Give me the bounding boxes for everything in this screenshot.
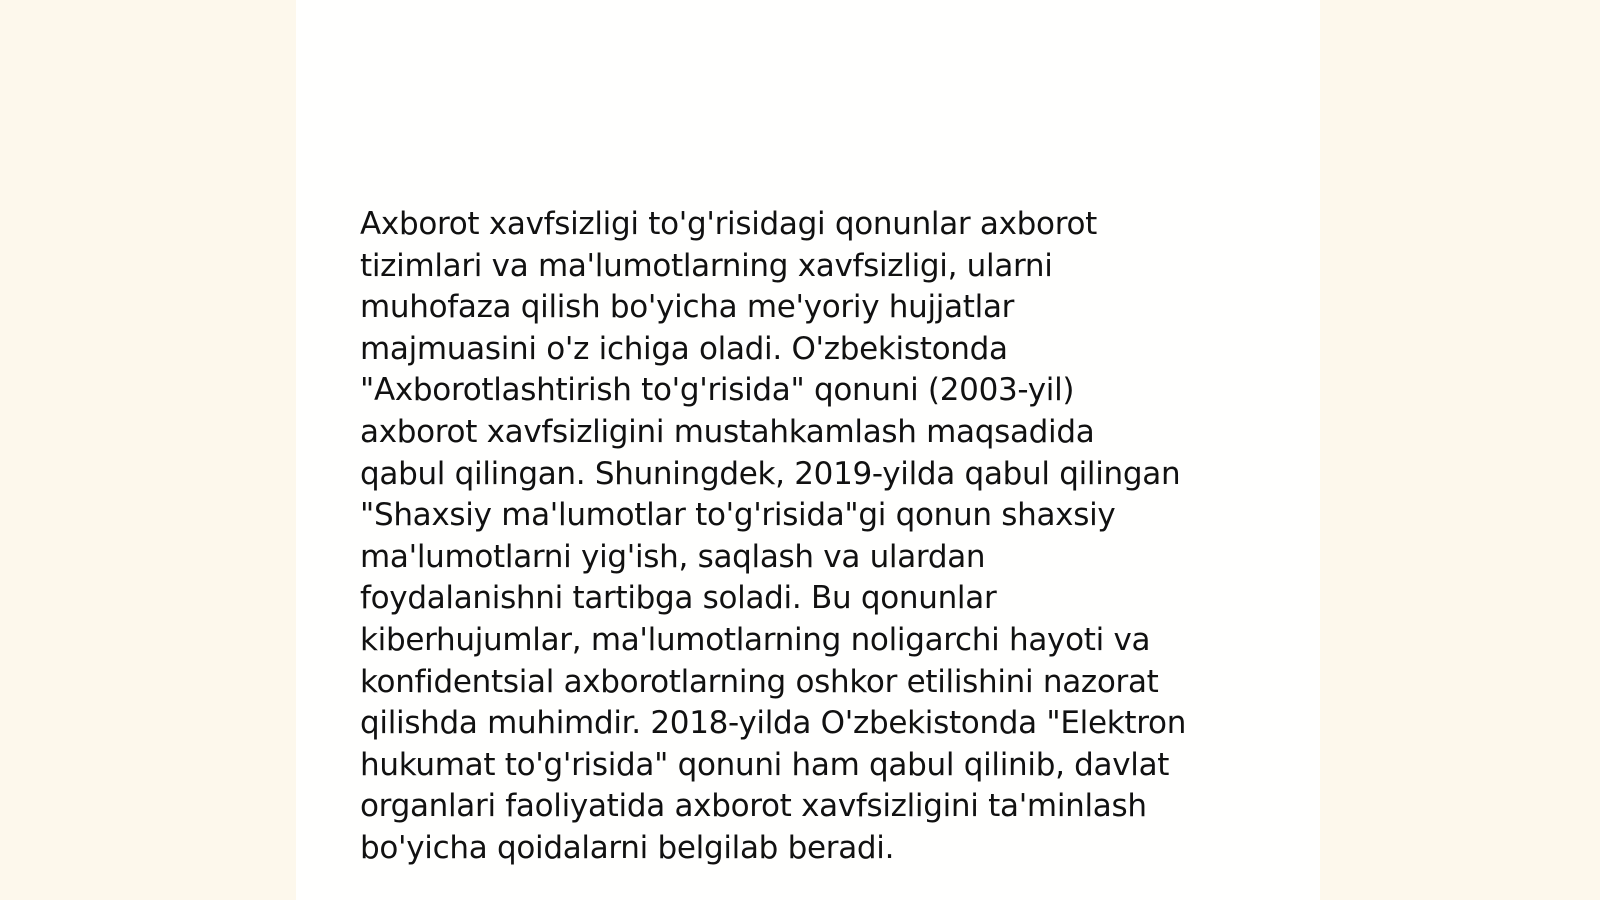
paragraph-line: "Shaxsiy ma'lumotlar to'g'risida"gi qonun shaxsiy	[360, 497, 1116, 534]
paragraph-line: qilishda muhimdir. 2018-yilda O'zbekistonda "Elektron	[360, 705, 1187, 742]
document-page	[296, 0, 1320, 900]
paragraph-line: organlari faoliyatida axborot xavfsizligini ta'minlash	[360, 788, 1147, 825]
body-paragraph	[360, 204, 1260, 870]
paragraph-line: qabul qilingan. Shuningdek, 2019-yilda qabul qilingan	[360, 455, 1181, 492]
paragraph-line: majmuasini o'z ichiga oladi. O'zbekistonda	[360, 330, 1008, 367]
paragraph-line: muhofaza qilish bo'yicha me'yoriy hujjatlar	[360, 289, 1015, 326]
paragraph-line: Axborot xavfsizligi to'g'risidagi qonunlar axborot	[360, 206, 1097, 242]
paragraph-line: hukumat to'g'risida" qonuni ham qabul qilinib, davlat	[360, 746, 1170, 783]
paragraph-line: axborot xavfsizligini mustahkamlash maqsadida	[360, 413, 1095, 450]
paragraph-line: "Axborotlashtirish to'g'risida" qonuni (2003-yil)	[360, 372, 1075, 409]
paragraph-line: ma'lumotlarni yig'ish, saqlash va ulardan	[360, 538, 986, 575]
paragraph-line: tizimlari va ma'lumotlarning xavfsizligi, ularni	[360, 247, 1053, 284]
paragraph-line: foydalanishni tartibga soladi. Bu qonunlar	[360, 580, 997, 617]
paragraph-line: konfidentsial axborotlarning oshkor etilishini nazorat	[360, 663, 1159, 700]
paragraph-line: kiberhujumlar, ma'lumotlarning noligarchi hayoti va	[360, 621, 1151, 658]
paragraph-line: bo'yicha qoidalarni belgilab beradi.	[360, 829, 895, 866]
